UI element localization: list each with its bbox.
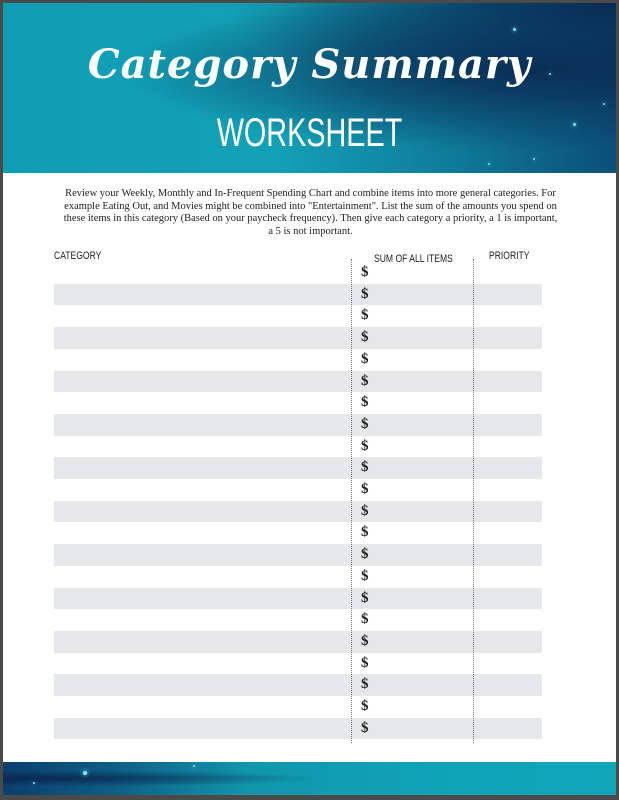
dollar-sign: $ [361,698,369,714]
priority-cell[interactable] [474,414,542,436]
sum-cell[interactable] [376,631,472,653]
dollar-sign: $ [361,394,369,411]
priority-cell[interactable] [474,262,542,284]
table-row [54,631,542,653]
category-cell[interactable] [54,718,350,740]
priority-cell[interactable] [474,653,542,675]
category-cell[interactable] [54,284,350,306]
table-row [54,566,542,588]
category-cell[interactable] [54,544,350,566]
sum-cell[interactable] [376,371,472,393]
priority-cell[interactable] [474,566,542,588]
dollar-sign: $ [361,264,369,280]
sum-cell[interactable] [376,284,472,306]
table-row [54,696,542,718]
sum-cell[interactable] [376,262,472,284]
priority-cell[interactable] [474,718,542,740]
category-cell[interactable] [54,588,350,610]
star-decoration [573,123,576,126]
dollar-sign: $ [361,350,369,367]
sum-cell[interactable] [376,436,472,458]
category-cell[interactable] [54,566,350,588]
footer-banner [3,762,616,795]
dollar-sign: $ [361,502,369,519]
column-divider-priority [473,259,474,743]
table-row [54,522,542,544]
dollar-sign: $ [361,329,369,346]
sum-cell[interactable] [376,479,472,501]
dollar-sign: $ [361,415,369,432]
category-cell[interactable] [54,501,350,523]
table-row [54,674,542,696]
table-row [54,479,542,501]
table-row [54,653,542,675]
priority-cell[interactable] [474,436,542,458]
priority-cell[interactable] [474,522,542,544]
priority-cell[interactable] [474,457,542,479]
dollar-sign: $ [361,567,369,584]
priority-cell[interactable] [474,349,542,371]
category-cell[interactable] [54,696,350,718]
column-header-priority: PRIORITY [489,250,530,262]
sum-cell[interactable] [376,696,472,718]
dollar-sign: $ [361,632,369,649]
table-row [54,436,542,458]
sum-cell[interactable] [376,588,472,610]
column-divider-sum [351,259,352,743]
priority-cell[interactable] [474,501,542,523]
category-cell[interactable] [54,327,350,349]
priority-cell[interactable] [474,371,542,393]
sum-cell[interactable] [376,327,472,349]
dollar-sign: $ [361,654,369,671]
table-row [54,501,542,523]
worksheet-page [3,3,616,795]
sum-cell[interactable] [376,392,472,414]
priority-cell[interactable] [474,392,542,414]
dollar-sign: $ [361,611,369,628]
star-decoration [533,158,535,160]
priority-cell[interactable] [474,544,542,566]
category-cell[interactable] [54,414,350,436]
sum-cell[interactable] [376,305,472,327]
sum-cell[interactable] [376,544,472,566]
category-cell[interactable] [54,674,350,696]
sum-cell[interactable] [376,609,472,631]
dollar-sign: $ [361,307,369,324]
category-cell[interactable] [54,371,350,393]
priority-cell[interactable] [474,479,542,501]
category-cell[interactable] [54,436,350,458]
sum-cell[interactable] [376,349,472,371]
table-row [54,327,542,349]
priority-cell[interactable] [474,609,542,631]
category-cell[interactable] [54,479,350,501]
header-banner [3,3,616,173]
table-row [54,609,542,631]
category-cell[interactable] [54,392,350,414]
table-row [54,371,542,393]
table-row [54,544,542,566]
star-decoration [193,765,195,767]
instructions-text: Review your Weekly, Monthly and In-Frequent Spending Chart and combine items into more general categories. For example Eating Out, and Movies might be combined into "Entertainment". List the sum of the amounts you spend on these items in this category (Based on your paycheck frequency). Then give each category a priority, a 1 is important, a 5 is not important. [63,188,558,237]
category-cell[interactable] [54,457,350,479]
table-row [54,284,542,306]
sum-cell[interactable] [376,501,472,523]
sum-cell[interactable] [376,566,472,588]
dollar-sign: $ [361,481,369,497]
table-row [54,262,542,284]
dollar-sign: $ [361,719,369,736]
dollar-sign: $ [361,589,369,606]
category-cell[interactable] [54,631,350,653]
table-row [54,392,542,414]
sum-cell[interactable] [376,718,472,740]
dollar-sign: $ [361,372,369,389]
category-cell[interactable] [54,305,350,327]
dollar-sign: $ [361,459,369,476]
priority-cell[interactable] [474,696,542,718]
dollar-sign: $ [361,437,369,454]
sum-cell[interactable] [376,653,472,675]
column-header-category: CATEGORY [54,250,102,262]
sum-cell[interactable] [376,522,472,544]
star-decoration [603,103,605,105]
category-cell[interactable] [54,653,350,675]
dollar-sign: $ [361,546,369,563]
table-row [54,414,542,436]
dollar-sign: $ [361,676,369,693]
priority-cell[interactable] [474,631,542,653]
priority-cell[interactable] [474,327,542,349]
sum-cell[interactable] [376,414,472,436]
table-row [54,305,542,327]
table-row [54,588,542,610]
sum-cell[interactable] [376,674,472,696]
star-decoration [488,163,490,165]
priority-cell[interactable] [474,284,542,306]
priority-cell[interactable] [474,674,542,696]
star-decoration [513,28,516,31]
title-script: Category Summary [87,41,532,88]
table-row [54,457,542,479]
category-cell[interactable] [54,522,350,544]
sum-cell[interactable] [376,457,472,479]
category-cell[interactable] [54,609,350,631]
column-header-sum: SUM OF ALL ITEMS [374,253,453,265]
category-cell[interactable] [54,349,350,371]
star-decoration [83,771,87,775]
table-row [54,349,542,371]
priority-cell[interactable] [474,305,542,327]
dollar-sign: $ [361,285,369,302]
category-cell[interactable] [54,262,350,284]
dollar-sign: $ [361,524,369,541]
star-decoration [33,782,35,784]
table-row [54,718,542,740]
priority-cell[interactable] [474,588,542,610]
title-worksheet: WORKSHEET [216,111,403,155]
